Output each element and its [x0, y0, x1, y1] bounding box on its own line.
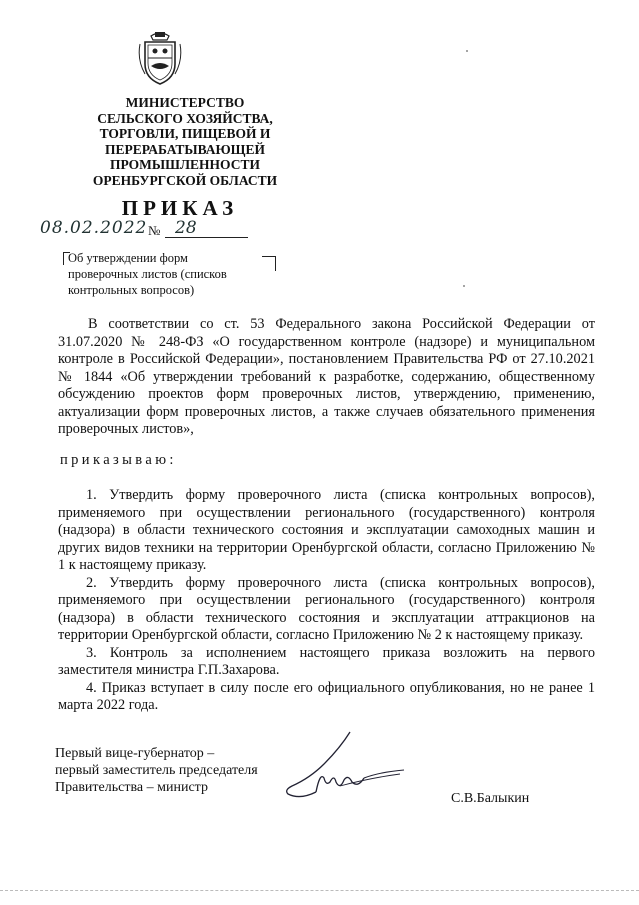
handwritten-signature [280, 728, 410, 808]
coat-of-arms-emblem [137, 30, 183, 86]
ministry-line: ПРОМЫШЛЕННОСТИ [110, 157, 260, 172]
ministry-name [60, 95, 310, 188]
order-item: 4. Приказ вступает в силу после его официального опубликования, но не ранее 1 марта 2022 года. [58, 679, 595, 713]
signatory-position-line: Правительства – министр [55, 780, 208, 795]
ministry-line: ОРЕНБУРГСКОЙ ОБЛАСТИ [92, 172, 278, 188]
signatory-name: С.В.Балыкин [451, 791, 530, 806]
handwritten-number: 28 [175, 218, 197, 238]
signatory-position-line: первый заместитель председателя [55, 763, 258, 778]
preamble [58, 316, 595, 439]
ministry-line: МИНИСТЕРСТВО [125, 95, 245, 110]
ministry-line: СЕЛЬСКОГО ХОЗЯЙСТВА, [97, 110, 273, 126]
signatory-position-line: Первый вице-губернатор – [55, 746, 215, 761]
document-subject: Об утверждении форм проверочных листов (списков контрольных вопросов) [68, 251, 227, 297]
subject-bracket-right [262, 256, 276, 271]
signatory-position [55, 745, 285, 796]
order-items [58, 487, 595, 715]
handwritten-date: 08.02.2022 [40, 218, 148, 238]
preamble-text: В соответствии со ст. 53 Федерального закона Российской Федерации от 31.07.2020 № 248-ФЗ «О государственном контроле (надзоре) и муниципальном контроле в Российской Федерации», постановлением Правительства РФ от 27.10.2021 № 1844 «Об утверждении требований к разработке, содержанию, общественному обсуждению проектов форм проверочных листов, утверждению, применению, актуализации форм проверочных листов, а также случаев обязательного применения проверочных листов», [58, 316, 595, 437]
order-item: 1. Утвердить форму проверочного листа (списка контрольных вопросов), применяемого при осуществлении регионального (государственного) контроля (надзора) в области технического состояния и эксплуатации самоходных машин и других видов техники на территории Оренбургской области, согласно Приложению № 1 к настоящему приказу. [58, 487, 595, 573]
ministry-line: ПЕРЕРАБАТЫВАЮЩЕЙ [104, 141, 266, 157]
order-word: приказываю: [60, 452, 177, 468]
number-sign: № [148, 223, 161, 238]
order-item: 3. Контроль за исполнением настоящего приказа возложить на первого заместителя министра Г.П.Захарова. [58, 644, 595, 678]
ministry-line: ТОРГОВЛИ, ПИЩЕВОЙ И [99, 126, 271, 141]
page-bottom-edge [0, 890, 639, 891]
scan-speck [466, 50, 468, 52]
scan-speck [463, 285, 465, 287]
number-underline [165, 237, 248, 238]
order-item: 2. Утвердить форму проверочного листа (списка контрольных вопросов), применяемого при осуществлении регионального (государственного) контроля (надзора) в области технического состояния и эксплуатации аттракционов на территории Оренбургской области, согласно Приложению № 2 к настоящему приказу. [58, 574, 595, 643]
date-number-line [40, 218, 250, 240]
document-title: ПРИКАЗ [121, 196, 239, 220]
